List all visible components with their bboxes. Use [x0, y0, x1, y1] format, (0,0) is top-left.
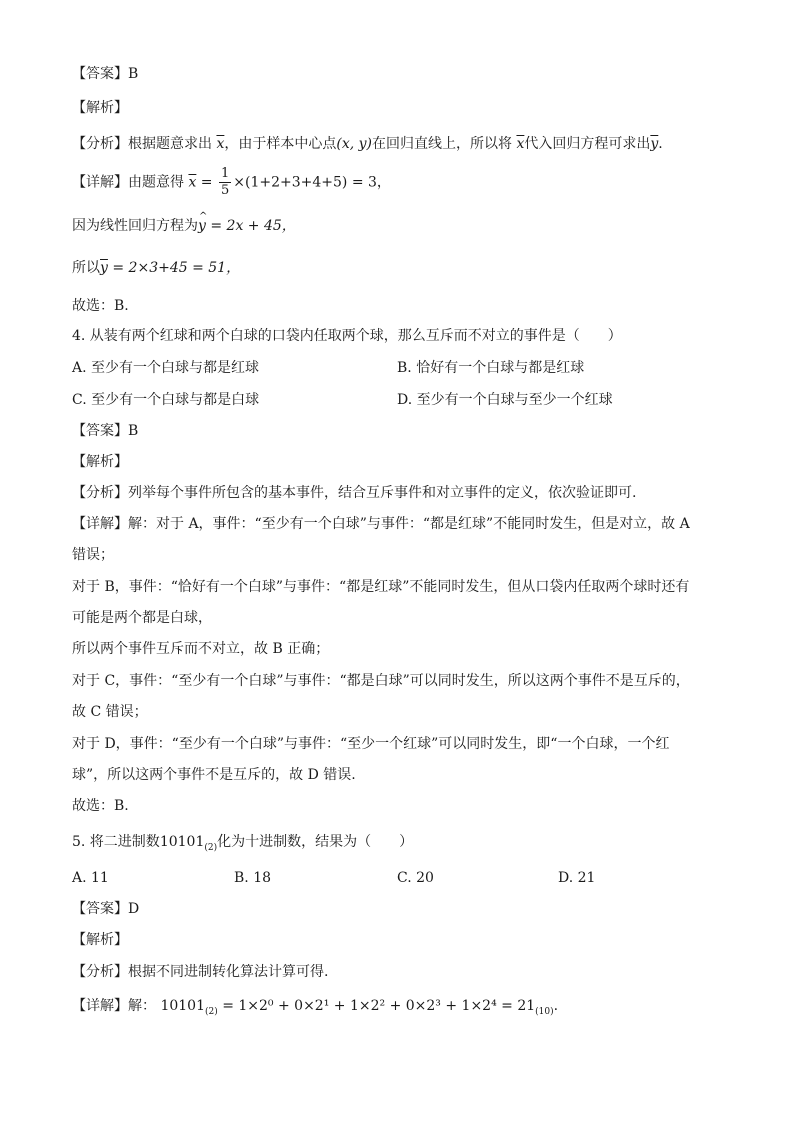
q4-detail-line-8: 对于 D，事件：“至少有一个白球”与事件：“至少一个红球”可以同时发生，即“一个白球，一个红	[72, 736, 670, 752]
ybar-symbol-2: $\overline{y}$	[100, 260, 108, 276]
q4-option-a: A. 至少有一个白球与都是红球	[72, 360, 260, 376]
q5-detail-prefix: 解：	[128, 998, 156, 1014]
answer-label: 【答案】	[72, 66, 128, 82]
xbar-symbol-2: $\overline{x}$	[516, 136, 525, 152]
q3-compute-line	[72, 258, 240, 278]
q4-option-c: C. 至少有一个白球与都是白球	[72, 392, 260, 408]
conversion-expression: = 1×2⁰ + 0×2¹ + 1×2² + 0×2³ + 1×2⁴ = 21	[222, 998, 536, 1014]
q3-line3-prefix: 所以	[72, 260, 100, 276]
xiangjie-label: 【详解】	[72, 998, 128, 1014]
q3-detail-prefix: 由题意得	[128, 174, 184, 191]
binary-number-2: 10101	[160, 998, 205, 1014]
q5-analysis-label: 【解析】	[72, 932, 128, 948]
q3-fenxi-text-a: 根据题意求出	[128, 136, 212, 152]
q4-detail-line-5: 所以两个事件互斥而不对立，故 B 正确；	[72, 641, 330, 657]
q5-detail-line	[72, 996, 558, 1022]
q3-detail-line: 【详解】由题意得 $\overline{x}$ = $\frac{1}{5}$ ×(1+2+3+4+5) = 3，	[72, 166, 391, 198]
q4-detail-line-3: 对于 B，事件：“恰好有一个白球”与事件：“都是红球”不能同时发生，但从口袋内任取两个球时还有	[72, 579, 690, 595]
xbar-symbol-3: $\overline{x}$	[188, 174, 197, 191]
base-10-subscript: (10)	[535, 1006, 554, 1017]
q5-answer-value: D	[128, 901, 140, 917]
q3-line2-text: 因为线性回归方程为	[72, 218, 198, 234]
base-2-subscript-2: (2)	[205, 1006, 218, 1017]
q3-analysis-label: 【解析】	[72, 100, 128, 116]
q3-fenxi-text-b: ，由于样本中心点	[224, 136, 337, 152]
q5-fenxi-line	[72, 962, 328, 982]
xbar-symbol: $\overline{x}$	[216, 136, 225, 152]
regression-eq: = 2x + 45，	[210, 218, 296, 234]
fraction-one-fifth	[219, 166, 231, 199]
q4-answer-line	[72, 421, 138, 441]
base-2-subscript: (2)	[204, 842, 218, 853]
q4-detail-line-1	[72, 514, 690, 534]
frac-denominator: 5	[221, 183, 230, 198]
q5-option-a: A. 11	[72, 870, 109, 886]
q3-answer-value: B	[128, 66, 139, 82]
q3-detail-tail: ×(1+2+3+4+5) = 3，	[233, 174, 391, 191]
q4-detail-line-7: 故 C 错误；	[72, 704, 148, 720]
q5-detail-end: .	[553, 998, 559, 1014]
q3-regression-line	[72, 216, 296, 236]
q4-detail-line-9: 球”，所以这两个事件不是互斥的，故 D 错误.	[72, 767, 356, 783]
ybar-symbol: $\overline{y}$	[650, 136, 659, 152]
q3-answer-line	[72, 64, 138, 84]
q3-conclusion: 故选：B.	[72, 298, 129, 314]
fenxi-label: 【分析】	[72, 136, 128, 152]
fenxi-label: 【分析】	[72, 964, 128, 980]
q4-detail-line-6: 对于 C，事件：“至少有一个白球”与事件：“都是白球”可以同时发生，所以这两个事件不是互斥的，	[72, 673, 690, 689]
q4-fenxi-text: 列举每个事件所包含的基本事件，结合互斥事件和对立事件的定义，依次验证即可.	[128, 485, 637, 501]
q5-option-d: D. 21	[558, 870, 596, 886]
frac-numerator: 1	[221, 166, 230, 181]
q4-conclusion: 故选：B.	[72, 798, 129, 814]
q3-fenxi-line: 【分析】根据题意求出 $\overline{x}$，由于样本中心点(x, y)在回归直线上，所以将 $\overline{x}$代入回归方程可求出$\overline{y}$.	[72, 136, 663, 152]
binary-number: 10101	[159, 834, 205, 850]
center-point: (x, y)	[336, 136, 372, 152]
yhat-symbol: ^ y	[198, 216, 206, 236]
answer-label: 【答案】	[72, 423, 128, 439]
ybar-eq: = 2×3+45 = 51，	[112, 260, 241, 276]
q4-option-d: D. 至少有一个白球与至少一个红球	[397, 392, 613, 408]
xiangjie-label: 【详解】	[72, 516, 128, 532]
q5-stem	[72, 832, 413, 858]
q4-detail-line-4: 可能是两个都是白球，	[72, 610, 212, 626]
q5-option-c: C. 20	[397, 870, 434, 886]
q5-fenxi-text: 根据不同进制转化算法计算可得.	[128, 964, 329, 980]
q4-analysis-label: 【解析】	[72, 454, 128, 470]
answer-label: 【答案】	[72, 901, 128, 917]
fenxi-label: 【分析】	[72, 485, 128, 501]
q3-fenxi-text-d: 代入回归方程可求出	[524, 136, 651, 152]
q4-detail-line-2: 错误；	[72, 547, 114, 563]
q5-option-b: B. 18	[234, 870, 272, 886]
q5-answer-line	[72, 899, 139, 919]
q4-detail-text-1: 解：对于 A，事件：“至少有一个白球”与事件：“都是红球”不能同时发生，但是对立，故 A	[128, 516, 690, 532]
q3-fenxi-text-c: 在回归直线上，所以将	[372, 136, 512, 152]
q4-option-b: B. 恰好有一个白球与都是红球	[397, 360, 585, 376]
q4-stem: 4. 从装有两个红球和两个白球的口袋内任取两个球，那么互斥而不对立的事件是（ ）	[72, 328, 622, 344]
q5-stem-a: 5. 将二进制数	[72, 834, 160, 850]
q4-fenxi-line	[72, 483, 636, 503]
xiangjie-label: 【详解】	[72, 174, 128, 191]
q4-answer-value: B	[128, 423, 139, 439]
q5-stem-b: 化为十进制数，结果为（ ）	[217, 834, 414, 850]
